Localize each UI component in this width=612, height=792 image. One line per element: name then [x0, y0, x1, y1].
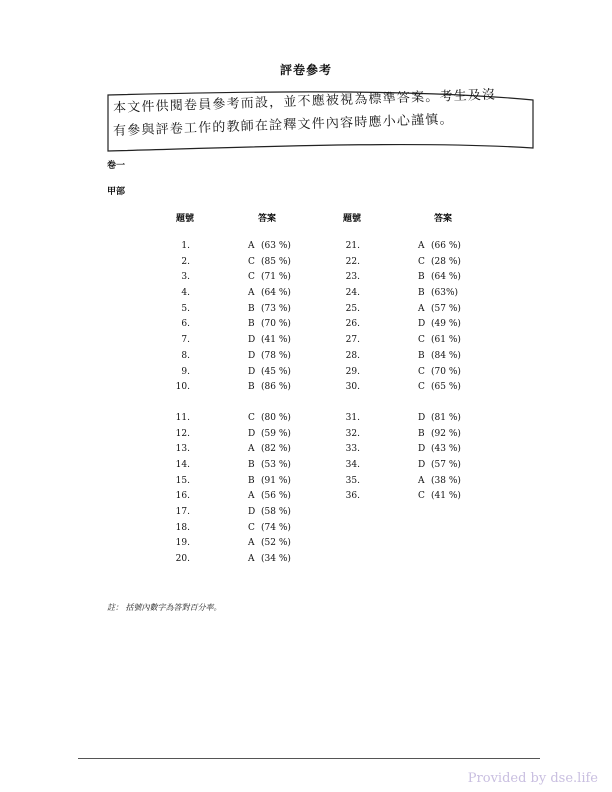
- answer-letter: C: [418, 382, 425, 393]
- question-number: 26.: [345, 319, 360, 330]
- question-number: 5.: [181, 303, 190, 314]
- question-number: 18.: [175, 522, 190, 533]
- answer-row: [340, 335, 510, 351]
- question-number: 36.: [345, 491, 360, 502]
- disclaimer-line-1: 本文件供閱卷員參考而設，並不應被視為標準答案。考生及沒: [112, 87, 497, 116]
- answer-row: [170, 351, 340, 367]
- answer-row: [170, 460, 340, 476]
- question-number: 6.: [181, 319, 190, 330]
- answer-percentage: (61 %): [431, 335, 461, 346]
- answer-letter: B: [248, 475, 255, 486]
- answer-letter: B: [248, 459, 255, 470]
- answer-letter: A: [248, 491, 255, 502]
- answer-letter: B: [418, 428, 425, 439]
- answer-letter: D: [248, 507, 256, 517]
- answer-letter: D: [418, 459, 426, 470]
- question-number: 19.: [175, 538, 190, 549]
- answer-percentage: (34 %): [261, 554, 291, 565]
- answer-percentage: (63%): [431, 288, 459, 299]
- question-number: 7.: [181, 335, 190, 346]
- answer-row: [340, 257, 510, 273]
- left-question-header: 題號: [176, 214, 195, 224]
- answer-row: [170, 288, 340, 304]
- question-number: 28.: [345, 350, 360, 361]
- answer-letter: A: [418, 475, 425, 486]
- answer-row: [170, 304, 340, 320]
- answer-percentage: (28 %): [431, 256, 461, 267]
- answer-percentage: (71 %): [261, 272, 291, 283]
- question-number: 27.: [345, 335, 360, 346]
- answer-row: [340, 429, 510, 445]
- answer-row: [170, 335, 340, 351]
- answer-percentage: (84 %): [431, 350, 461, 361]
- answer-row: [340, 367, 510, 383]
- answer-letter: A: [418, 303, 425, 314]
- question-number: 22.: [345, 256, 360, 267]
- disclaimer-line-2: 有參與評卷工作的教師在詮釋文件內容時應小心謹慎。: [112, 112, 454, 139]
- question-number: 20.: [175, 554, 190, 565]
- question-number: 2.: [181, 256, 190, 267]
- answer-row: [170, 241, 340, 257]
- question-number: 3.: [181, 272, 190, 283]
- answer-row: [170, 507, 340, 523]
- answer-percentage: (70 %): [261, 319, 291, 330]
- answer-letter: D: [248, 335, 256, 346]
- question-number: 29.: [345, 366, 360, 377]
- answer-percentage: (73 %): [261, 303, 291, 314]
- question-number: 23.: [345, 272, 360, 283]
- question-number: 13.: [175, 444, 190, 455]
- answer-row: [340, 351, 510, 367]
- answer-percentage: (59 %): [261, 428, 291, 439]
- answer-row: [170, 367, 340, 383]
- question-number: 35.: [345, 475, 360, 486]
- question-number: 17.: [175, 507, 190, 517]
- answer-letter: A: [248, 288, 255, 299]
- answer-letter: A: [248, 444, 255, 455]
- answer-letter: B: [248, 382, 255, 393]
- question-number: 4.: [181, 288, 190, 299]
- answer-percentage: (43 %): [431, 444, 461, 455]
- question-number: 30.: [345, 382, 360, 393]
- answer-percentage: (41 %): [261, 335, 291, 346]
- answer-row: [170, 538, 340, 554]
- answer-row: [170, 491, 340, 507]
- question-number: 33.: [345, 444, 360, 455]
- question-number: 25.: [345, 303, 360, 314]
- question-number: 15.: [175, 475, 190, 486]
- answer-row: [340, 272, 510, 288]
- answer-percentage: (86 %): [261, 382, 291, 393]
- answer-letter: A: [248, 554, 255, 565]
- answer-percentage: (65 %): [431, 382, 461, 393]
- answer-percentage: (57 %): [431, 459, 461, 470]
- answer-percentage: (45 %): [261, 366, 291, 377]
- answer-percentage: (85 %): [261, 256, 291, 267]
- answer-row: [170, 523, 340, 539]
- answer-letter: B: [248, 303, 255, 314]
- answer-percentage: (80 %): [261, 412, 291, 423]
- footnote: 註： 括號內數字為答對百分率。: [107, 603, 222, 612]
- left-answer-header: 答案: [258, 214, 277, 224]
- answer-letter: B: [248, 319, 255, 330]
- question-number: 31.: [345, 412, 360, 423]
- answer-row: [170, 429, 340, 445]
- answer-letter: C: [418, 491, 425, 502]
- answer-letter: A: [248, 241, 255, 251]
- answer-row: [340, 413, 510, 429]
- question-number: 34.: [345, 459, 360, 470]
- question-number: 9.: [181, 366, 190, 377]
- answer-row: [170, 413, 340, 429]
- answer-row: [340, 382, 510, 398]
- page-title: 評卷參考: [279, 63, 332, 77]
- answer-percentage: (82 %): [261, 444, 291, 455]
- answer-percentage: (91 %): [261, 475, 291, 486]
- answer-percentage: (92 %): [431, 428, 461, 439]
- answer-row: [170, 444, 340, 460]
- answer-row: [170, 382, 340, 398]
- answer-letter: A: [248, 538, 255, 549]
- answer-percentage: (74 %): [261, 522, 291, 533]
- answer-row: [340, 444, 510, 460]
- answer-letter: D: [418, 319, 426, 330]
- answer-row: [170, 476, 340, 492]
- answer-percentage: (38 %): [431, 475, 461, 486]
- answer-percentage: (53 %): [261, 459, 291, 470]
- answer-percentage: (64 %): [431, 272, 461, 283]
- question-number: 8.: [181, 350, 190, 361]
- answer-row: [170, 554, 340, 570]
- answer-letter: D: [248, 350, 256, 361]
- answer-percentage: (58 %): [261, 507, 291, 517]
- answer-letter: B: [418, 288, 425, 299]
- answer-letter: D: [248, 428, 256, 439]
- right-answer-header: 答案: [434, 214, 453, 224]
- answer-row: [340, 288, 510, 304]
- question-number: 32.: [345, 428, 360, 439]
- answer-percentage: (64 %): [261, 288, 291, 299]
- question-number: 1.: [181, 241, 190, 251]
- answer-row: [170, 319, 340, 335]
- answer-row: [340, 304, 510, 320]
- question-number: 11.: [175, 412, 190, 423]
- disclaimer-box: [107, 87, 535, 152]
- answer-percentage: (81 %): [431, 412, 461, 423]
- answer-percentage: (56 %): [261, 491, 291, 502]
- right-question-header: 題號: [343, 214, 362, 224]
- answer-percentage: (63 %): [261, 241, 291, 251]
- right-answer-list: [340, 241, 510, 507]
- answer-letter: C: [418, 256, 425, 267]
- section-label: 甲部: [107, 187, 126, 197]
- question-number: 21.: [345, 241, 360, 251]
- left-answer-list: [170, 241, 340, 570]
- answer-percentage: (70 %): [431, 366, 461, 377]
- watermark-text: Provided by dse.life: [467, 771, 598, 786]
- answer-letter: C: [248, 256, 255, 267]
- answer-row: [340, 241, 510, 257]
- answer-letter: D: [248, 366, 256, 377]
- answer-letter: C: [248, 272, 255, 283]
- answer-letter: B: [418, 272, 425, 283]
- answer-percentage: (57 %): [431, 303, 461, 314]
- answer-row: [340, 491, 510, 507]
- question-number: 10.: [175, 382, 190, 393]
- question-number: 14.: [175, 459, 190, 470]
- answer-percentage: (41 %): [431, 491, 461, 502]
- answer-row: [340, 319, 510, 335]
- answer-percentage: (78 %): [261, 350, 291, 361]
- footer-rule: [78, 758, 540, 759]
- answer-letter: C: [248, 522, 255, 533]
- answer-row: [170, 272, 340, 288]
- paper-label: 卷一: [107, 161, 126, 171]
- answer-letter: C: [248, 412, 255, 423]
- answer-row: [170, 257, 340, 273]
- answer-letter: A: [418, 241, 425, 251]
- answer-percentage: (66 %): [431, 241, 461, 251]
- question-number: 24.: [345, 288, 360, 299]
- answer-letter: B: [418, 350, 425, 361]
- answer-row: [340, 476, 510, 492]
- question-number: 12.: [175, 428, 190, 439]
- answer-letter: C: [418, 366, 425, 377]
- answer-letter: D: [418, 412, 426, 423]
- answer-row: [340, 460, 510, 476]
- answer-letter: C: [418, 335, 425, 346]
- question-number: 16.: [175, 491, 190, 502]
- answer-percentage: (49 %): [431, 319, 461, 330]
- answer-letter: D: [418, 444, 426, 455]
- answer-percentage: (52 %): [261, 538, 291, 549]
